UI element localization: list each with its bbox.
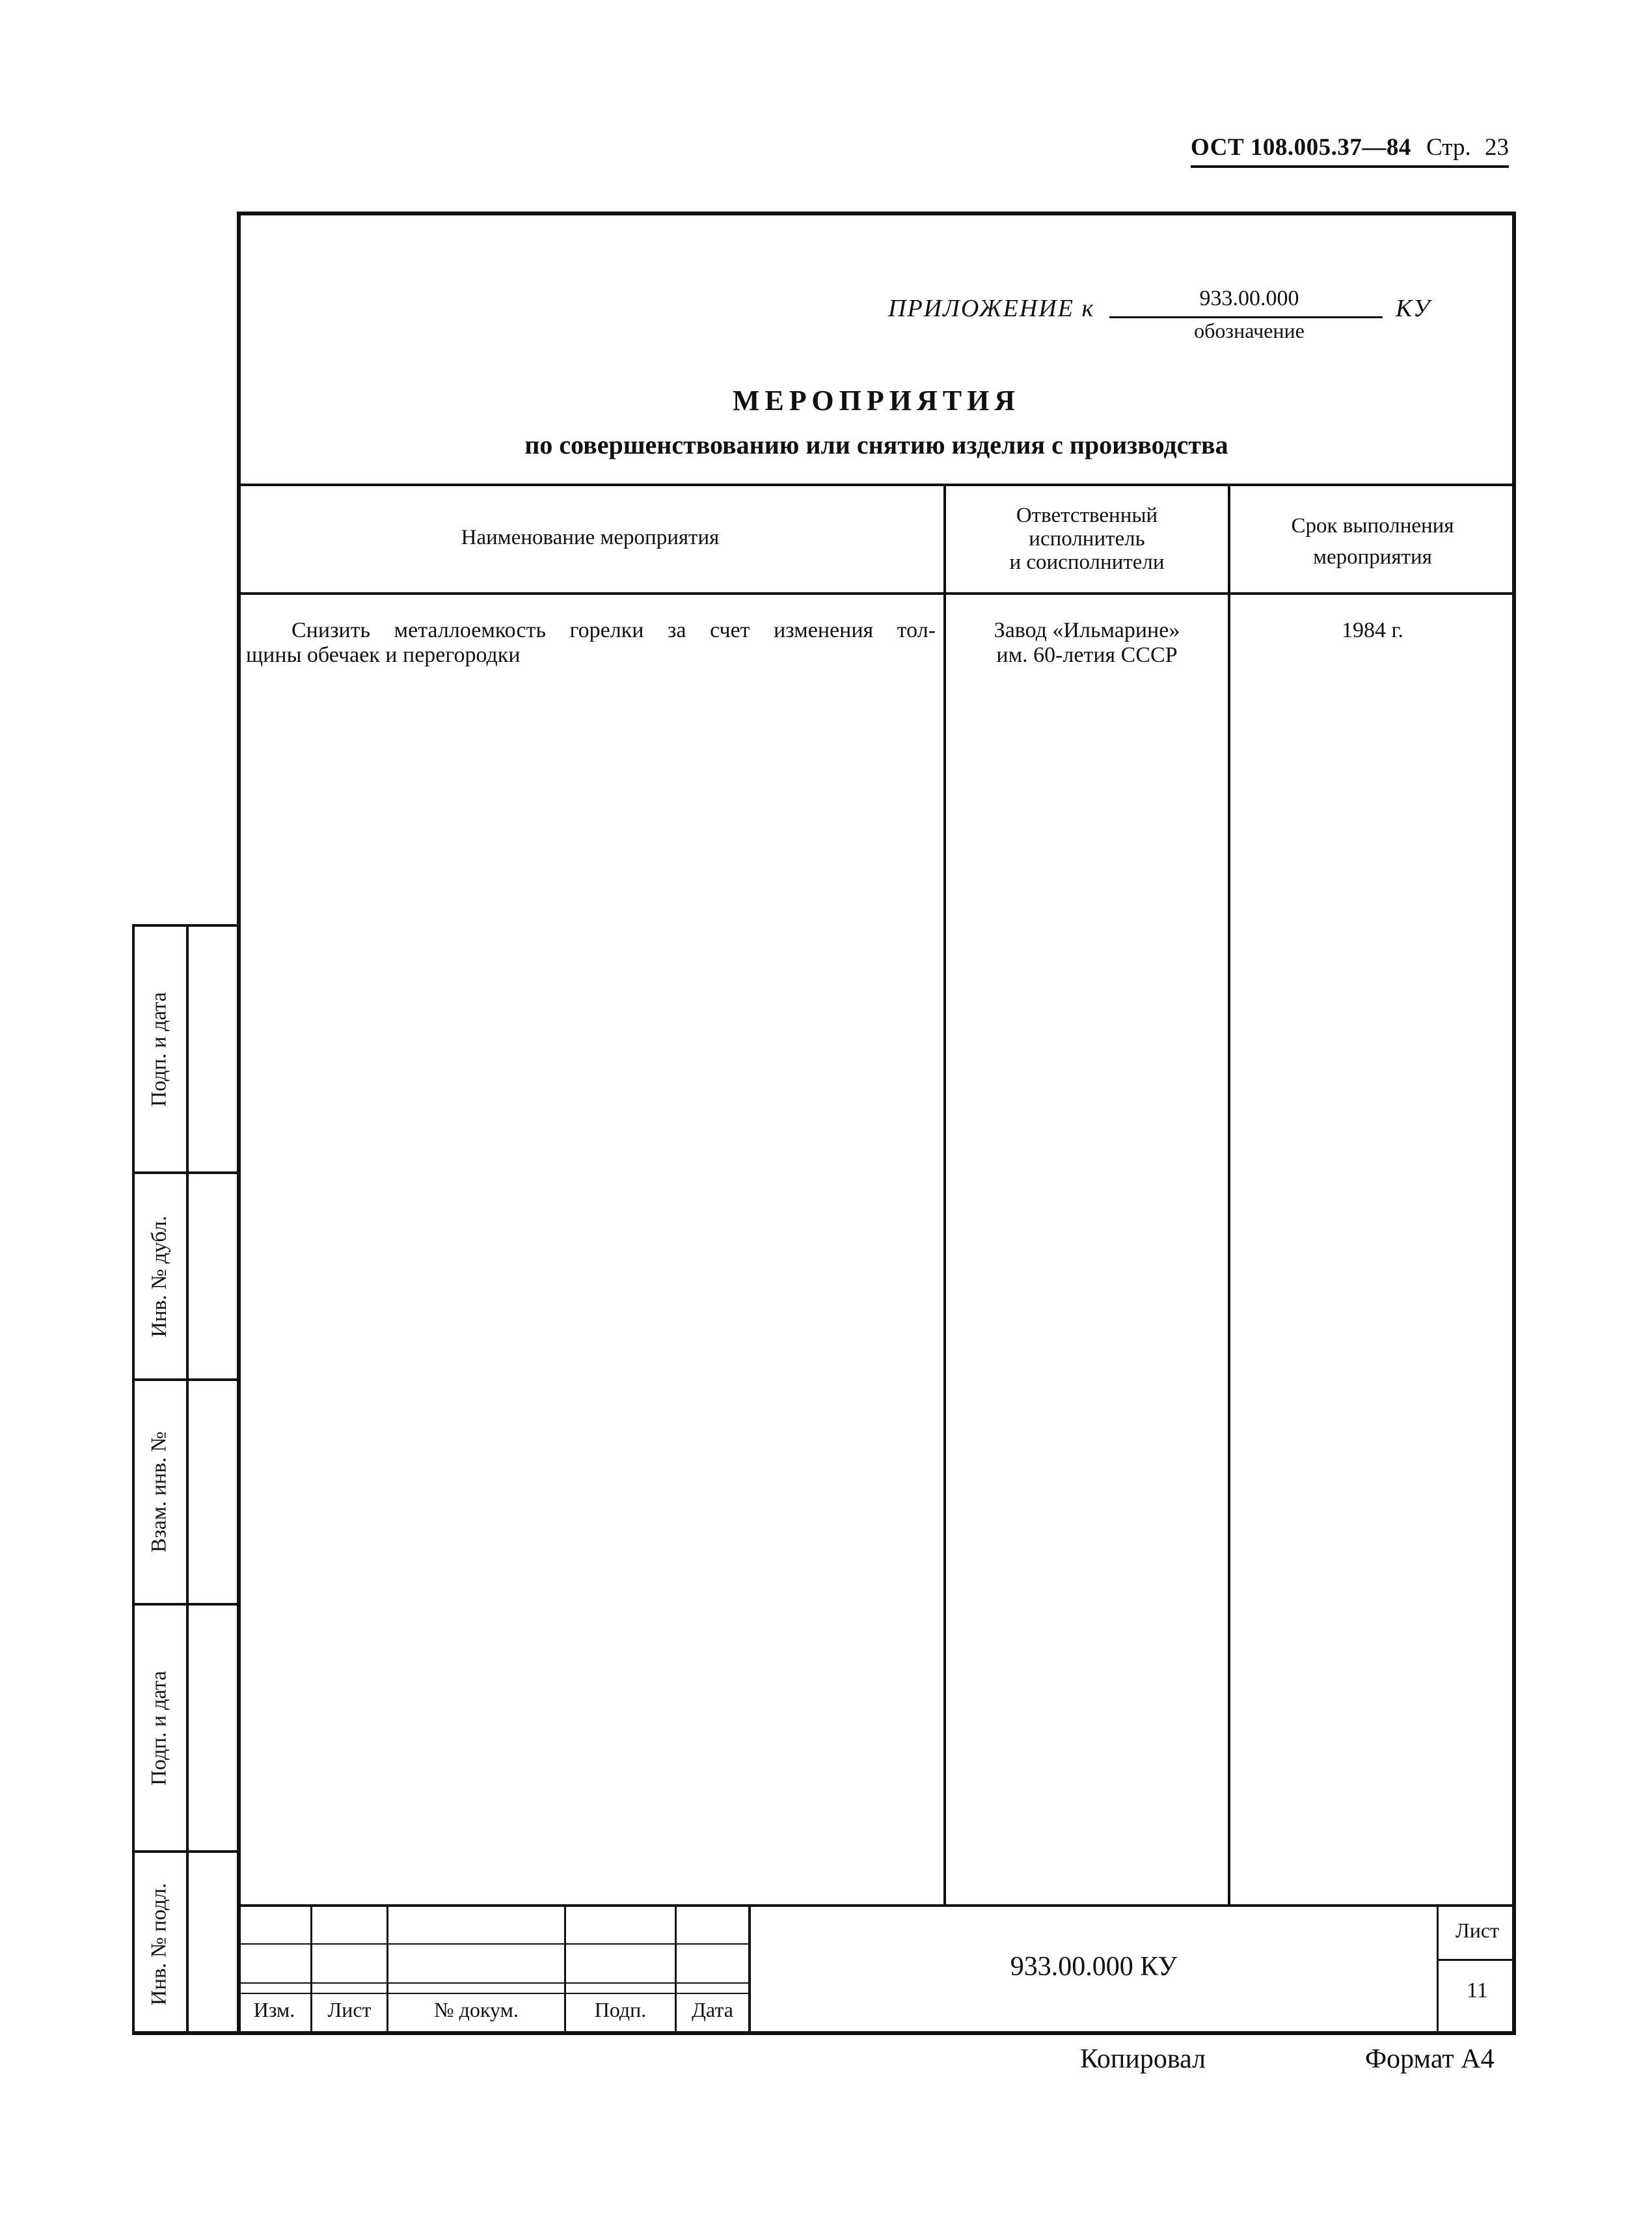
side-label-inv-podl-text: Инв. № подл. — [147, 1882, 171, 2006]
stamp-izm — [238, 1998, 310, 2022]
row-name-line2: щины обечаек и перегородки — [246, 643, 521, 667]
standard-code: ОСТ 108.005.37—84 — [1191, 134, 1411, 161]
stamp-rule-2 — [237, 1982, 751, 1984]
row-responsible-line2: им. 60-летия СССР — [996, 643, 1178, 667]
header-term — [1230, 510, 1515, 573]
row-name-line1: Снизить металлоемкость горелки за счет изменения тол- — [291, 618, 936, 642]
stamp-izm-text: Изм. — [253, 1998, 295, 2021]
side-label-vzam-inv — [137, 1381, 182, 1603]
designation-underline — [1109, 316, 1383, 318]
table-bottom-rule — [237, 1904, 1516, 1907]
stamp-podp-text: Подп. — [594, 1998, 647, 2021]
stamp-list — [312, 1998, 386, 2022]
appendix-designation: 933.00.000 — [1199, 286, 1299, 310]
stamp-sheet-label-text: Лист — [1455, 1919, 1499, 1942]
side-label-podp-data-1-text: Подп. и дата — [147, 991, 171, 1107]
table-top-rule — [237, 484, 1516, 486]
header-term-line1: Срок выполнения — [1291, 514, 1454, 538]
table-row-term — [1230, 618, 1515, 643]
appendix-suffix: КУ — [1396, 295, 1431, 322]
document-title: МЕРОПРИЯТИЯ — [732, 385, 1021, 417]
header-responsible-line3: и соисполнители — [1009, 551, 1165, 574]
page-label: Стр. — [1426, 134, 1471, 161]
side-label-inv-dubl-text: Инв. № дубл. — [147, 1215, 171, 1337]
designation-caption: обозначение — [1194, 319, 1305, 342]
side-label-podp-data-2 — [137, 1606, 182, 1850]
stamp-dokum-text: № докум. — [434, 1998, 519, 2021]
page-bottom-rule — [132, 2031, 1516, 2035]
stamp-rule-3 — [237, 1993, 751, 1994]
stamp-data — [677, 1998, 748, 2022]
column-divider-2 — [1228, 484, 1230, 1906]
header-bottom-rule — [237, 592, 1516, 595]
page-header — [1191, 133, 1509, 168]
stamp-data-text: Дата — [692, 1998, 733, 2021]
stamp-rule-1 — [237, 1943, 751, 1945]
stamp-sheet-label — [1439, 1919, 1516, 1943]
side-label-podp-data-2-text: Подп. и дата — [147, 1670, 171, 1786]
side-label-vzam-inv-text: Взам. инв. № — [147, 1431, 171, 1553]
header-responsible-line2: исполнитель — [1029, 527, 1145, 551]
document-subtitle: по совершенствованию или снятию изделия с производства — [524, 430, 1228, 459]
stamp-designation-text: 933.00.000 КУ — [1010, 1952, 1178, 1982]
stamp-sheet-number-text: 11 — [1467, 1978, 1488, 2003]
row-responsible-line1: Завод «Ильмарине» — [994, 618, 1180, 642]
stamp-podp — [566, 1998, 675, 2022]
stamp-sheet-rule — [1437, 1959, 1516, 1961]
footer-copied: Копировал — [1080, 2044, 1206, 2074]
row-term: 1984 г. — [1341, 618, 1404, 642]
side-label-inv-podl — [137, 1853, 182, 2035]
side-strip-divider — [186, 924, 189, 2035]
column-divider-1 — [943, 484, 946, 1906]
side-label-podp-data-1 — [137, 927, 182, 1171]
footer-format: Формат А4 — [1365, 2044, 1495, 2074]
stamp-designation — [751, 1951, 1437, 1982]
table-row-responsible — [946, 618, 1228, 668]
stamp-list-text: Лист — [327, 1998, 372, 2021]
page-number: 23 — [1484, 134, 1509, 161]
header-name — [237, 526, 943, 549]
table-row-name — [246, 618, 936, 668]
header-responsible — [946, 504, 1228, 574]
header-name-text: Наименование мероприятия — [461, 526, 720, 549]
header-term-line2: мероприятия — [1313, 545, 1432, 569]
stamp-sheet-number — [1439, 1978, 1516, 2003]
header-responsible-line1: Ответственный — [1016, 504, 1158, 527]
stamp-dokum — [388, 1998, 564, 2022]
side-label-inv-dubl — [137, 1174, 182, 1378]
appendix-label: ПРИЛОЖЕНИЕ к — [888, 295, 1095, 322]
